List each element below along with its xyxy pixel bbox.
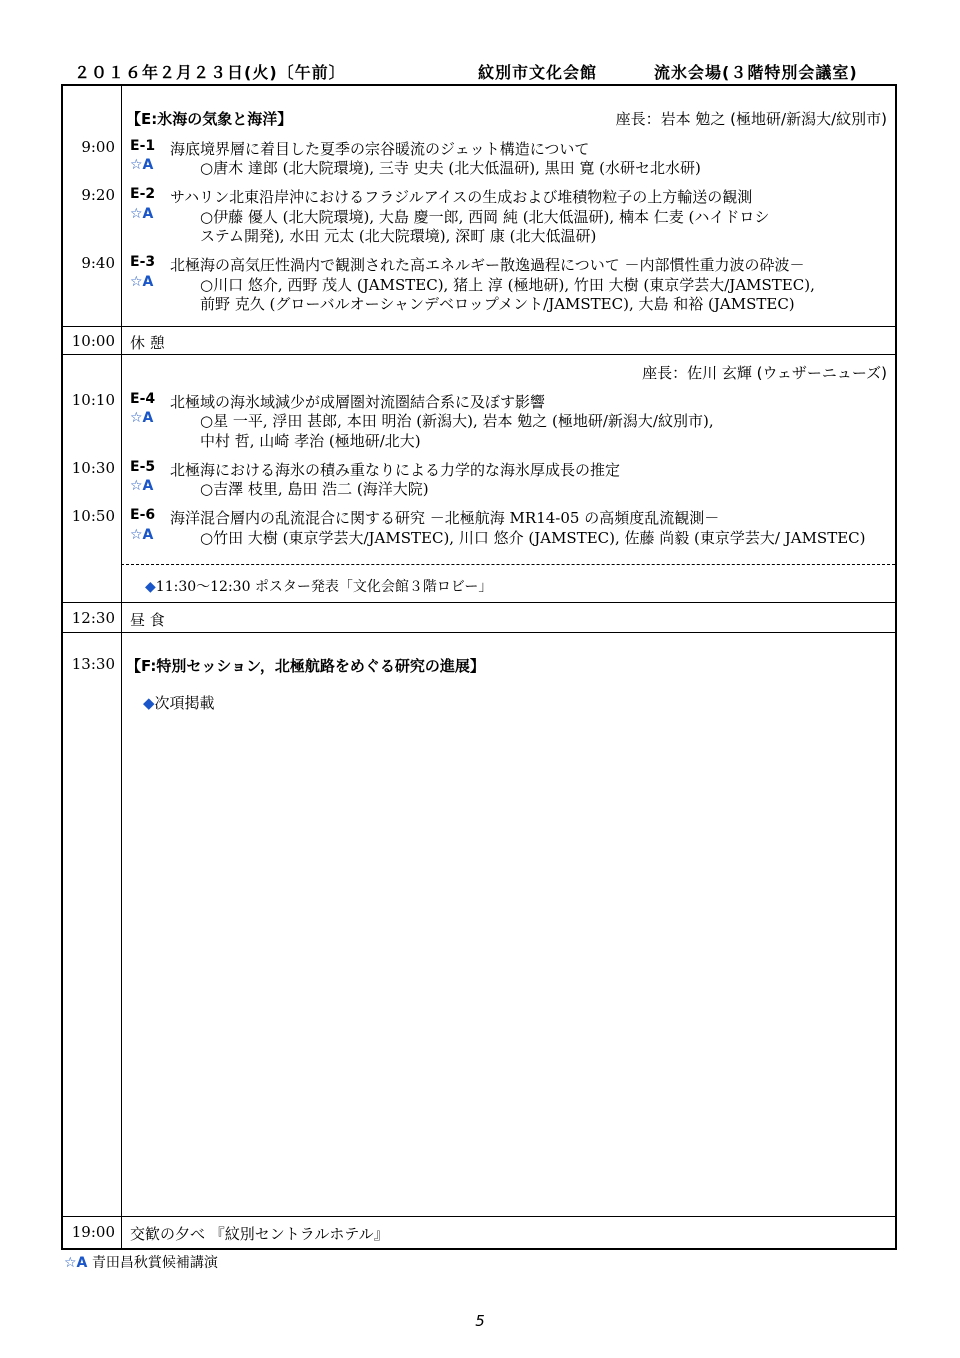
talk-code: E-6 xyxy=(130,507,156,523)
talk-time: 9:40 xyxy=(81,254,115,272)
talk-code: E-2 xyxy=(130,186,156,202)
break-label: 昼 食 xyxy=(130,611,165,629)
award-mark: ☆A xyxy=(130,274,154,290)
evening-event: 交歓の夕べ 『紋別セントラルホテル』 xyxy=(130,1225,389,1243)
talk-code: E-5 xyxy=(130,459,156,475)
talk-authors: ステム開発), 水田 元太 (北大院環境), 深町 康 (北大低温研) xyxy=(200,227,597,245)
dashed-divider xyxy=(121,564,895,565)
talk-code: E-3 xyxy=(130,254,156,270)
row-divider xyxy=(63,326,895,327)
evening-time: 19:00 xyxy=(71,1223,115,1241)
talk-title: 北極域の海氷域減少が成層圏対流圏結合系に及ぼす影響 xyxy=(170,393,546,411)
award-mark: ☆A xyxy=(130,157,154,173)
session-e-chair-1: 座長：岩本 勉之 (極地研/新潟大/紋別市) xyxy=(615,110,887,128)
talk-title: 北極海の高気圧性渦内で観測された高エネルギー散逸過程について －内部慣性重力波の砕波－ xyxy=(170,256,805,274)
talk-authors: 中村 哲, 山崎 孝治 (極地研/北大) xyxy=(200,432,421,450)
talk-authors: ○川口 悠介, 西野 茂人 (JAMSTEC), 猪上 淳 (極地研), 竹田 大樹 (東京学芸大/JAMSTEC), xyxy=(200,276,815,294)
award-footnote: ☆A 青田昌秋賞候補講演 xyxy=(64,1255,218,1271)
session-e-title: 【E:氷海の気象と海洋】 xyxy=(126,110,293,128)
talk-time: 10:10 xyxy=(71,391,115,409)
bullet-marker: ☆A xyxy=(64,1255,88,1271)
award-mark: ☆A xyxy=(130,410,154,426)
talk-time: 9:20 xyxy=(81,186,115,204)
header-room: 流氷会場(３階特別会議室) xyxy=(654,63,858,82)
talk-title: サハリン北東沿岸沖におけるフラジルアイスの生成および堆積物粒子の上方輸送の観測 xyxy=(170,188,753,206)
talk-time: 10:50 xyxy=(71,507,115,525)
talk-code: E-1 xyxy=(130,138,156,154)
row-divider xyxy=(63,1216,895,1217)
bullet-marker: ◆ xyxy=(145,579,156,595)
award-mark: ☆A xyxy=(130,527,154,543)
talk-authors: ○伊藤 優人 (北大院環境), 大島 慶一郎, 西岡 純 (北大低温研), 楠本 仁麦 (ハイドロシ xyxy=(200,208,770,226)
bullet-marker: ◆ xyxy=(143,694,155,712)
session-f-title: 【F:特別セッション，北極航路をめぐる研究の進展】 xyxy=(126,657,485,675)
talk-title: 海底境界層に着目した夏季の宗谷暖流のジェット構造について xyxy=(170,140,590,158)
talk-title: 海洋混合層内の乱流混合に関する研究 －北極航海 MR14-05 の高頻度乱流観測－ xyxy=(170,509,720,527)
break-label: 休 憩 xyxy=(130,334,165,352)
row-divider xyxy=(63,632,895,633)
page-number: 5 xyxy=(475,1312,485,1330)
break-time: 10:00 xyxy=(71,332,115,350)
talk-authors: ○星 一平, 浮田 甚郎, 本田 明治 (新潟大), 岩本 勉之 (極地研/新潟大/紋別市), xyxy=(200,412,714,430)
session-f-note: ◆次項掲載 xyxy=(143,694,215,712)
talk-time: 9:00 xyxy=(81,138,115,156)
talk-authors: 前野 克久 (グローバルオーシャンデベロップメント/JAMSTEC), 大島 和裕 (JAMSTEC) xyxy=(200,295,795,313)
row-divider xyxy=(63,354,895,355)
talk-time: 10:30 xyxy=(71,459,115,477)
talk-authors: ○唐木 達郎 (北大院環境), 三寺 史夫 (北大低温研), 黒田 寛 (水研セ北水研) xyxy=(200,159,701,177)
poster-session-note: ◆11:30～12:30 ポスター発表「文化会館３階ロビー」 xyxy=(145,579,493,595)
award-mark: ☆A xyxy=(130,206,154,222)
time-column-divider xyxy=(121,86,122,1248)
row-divider xyxy=(63,602,895,603)
schedule-table xyxy=(61,84,897,1250)
header-venue: 紋別市文化会館 xyxy=(478,63,598,82)
talk-title: 北極海における海氷の積み重なりによる力学的な海氷厚成長の推定 xyxy=(170,461,621,479)
talk-authors: ○竹田 大樹 (東京学芸大/JAMSTEC), 川口 悠介 (JAMSTEC), 佐藤 尚毅 (東京学芸大/ JAMSTEC) xyxy=(200,529,866,547)
talk-code: E-4 xyxy=(130,391,156,407)
session-f-time: 13:30 xyxy=(71,655,115,673)
award-mark: ☆A xyxy=(130,478,154,494)
break-time: 12:30 xyxy=(71,609,115,627)
talk-authors: ○吉澤 枝里, 島田 浩二 (海洋大院) xyxy=(200,480,429,498)
session-e-chair-2: 座長：佐川 玄輝 (ウェザーニューズ) xyxy=(642,364,887,382)
header-date: ２０１６年２月２３日(火)〔午前〕 xyxy=(74,63,346,82)
